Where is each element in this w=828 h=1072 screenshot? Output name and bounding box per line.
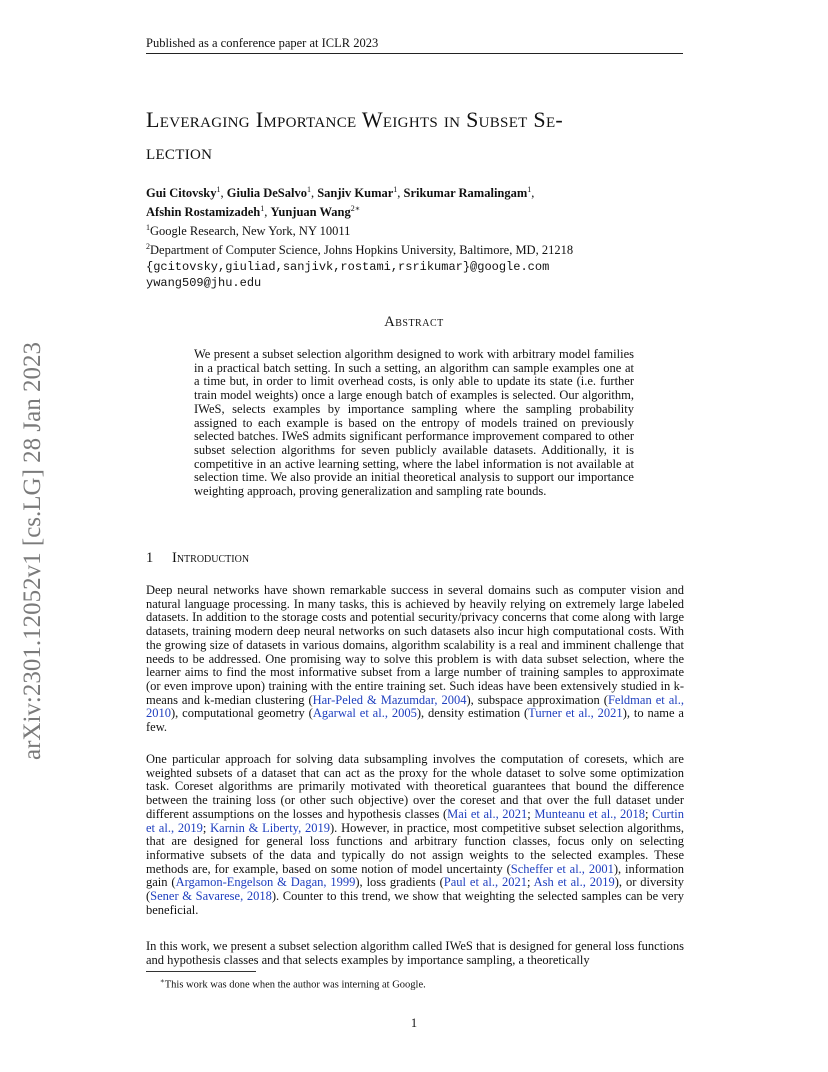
arxiv-stamp	[10, 300, 56, 760]
citation-link[interactable]: Curtin et al., 2019	[146, 806, 684, 835]
section-heading	[146, 550, 249, 567]
arxiv-stamp-text: arXiv:2301.12052v1 [cs.LG] 28 Jan 2023	[19, 342, 46, 760]
citation-link[interactable]: Karnin & Liberty, 2019	[210, 820, 331, 835]
author-affil-mark: 1	[216, 185, 221, 194]
author-affil-mark: 1	[527, 185, 532, 194]
abstract-heading: Abstract	[384, 314, 444, 330]
footnote-rule	[146, 971, 256, 972]
authors-line-2: Afshin Rostamizadeh$^1$, Yunjuan Wang$^{2∗}$	[146, 204, 361, 220]
citation-link[interactable]: Argamon-Engelson & Dagan, 1999	[175, 875, 356, 890]
page-number: 1	[410, 1016, 418, 1030]
author-affil-mark: 1	[306, 185, 311, 194]
citation-link[interactable]: Paul et al., 2021	[443, 875, 527, 890]
citation-link[interactable]: Agarwal et al., 2005	[312, 706, 417, 721]
intro-paragraph-3: In this work, we present a subset selection algorithm called IWeS that is designed for general loss functions and hypothesis classes and that selects examples by importance sampling, a theoretically	[146, 939, 684, 967]
author-affil-mark: 1	[260, 204, 265, 214]
affiliation-2: $^2$Department of Computer Science, Johns Hopkins University, Baltimore, MD, 21218	[146, 242, 574, 258]
citation-link[interactable]: Munteanu et al., 2018	[534, 806, 645, 821]
footnote: ∗This work was done when the author was interning at Google.	[160, 977, 426, 991]
section-number: 1	[146, 550, 154, 566]
author-name: Gui Citovsky	[146, 186, 217, 201]
authors-line-1: Gui Citovsky$^1$, Giulia DeSalvo$^1$, Sanjiv Kumar$^1$, Srikumar Ramalingam$^1$,	[146, 185, 535, 201]
title-line-2: lection	[146, 139, 213, 164]
author-name: Sanjiv Kumar	[317, 186, 394, 201]
citation-link[interactable]: Feldman et al., 2010	[146, 692, 684, 721]
citation-link[interactable]: Sener & Savarese, 2018	[150, 889, 272, 904]
author-affil-mark: 2∗	[350, 204, 361, 214]
email-google: {gcitovsky,giuliad,sanjivk,rostami,rsrikumar}@google.com	[146, 259, 550, 274]
author-name: Giulia DeSalvo	[226, 186, 307, 201]
author-affil-mark: 1	[393, 185, 398, 194]
citation-link[interactable]: Har-Peled & Mazumdar, 2004	[312, 692, 467, 707]
author-block	[146, 182, 686, 291]
citation-link[interactable]: Turner et al., 2021	[528, 706, 623, 721]
email-jhu: ywang509@jhu.edu	[146, 275, 262, 290]
running-head: Published as a conference paper at ICLR 2023	[146, 36, 379, 50]
header-rule	[146, 53, 683, 54]
intro-paragraph-1: Deep neural networks have shown remarkable success in several domains such as computer vision and natural language processing. In many tasks, this is achieved by heavily relying on extremely large labeled datasets. In addition to the storage costs and potential security/privacy concerns that come along with large datasets, training modern deep neural networks on such datasets also incur high computational costs. With the growing size of datasets in various domains, algorithm scalability is a real and imminent challenge that needs to be addressed. One promising way to solve this problem is with data subset selection, where the learner aims to find the most informative subset from a large number of training samples to approximate (or even improve upon) training with the entire training set. Such ideas have been extensively studied in k-means and k-median clustering (Har-Peled & Mazumdar, 2004), subspace approximation (Feldman et al., 2010), computational geometry (Agarwal et al., 2005), density estimation (Turner et al., 2021), to name a few.	[146, 583, 684, 735]
intro-paragraph-2: One particular approach for solving data subsampling involves the computation of coresets, which are weighted subsets of a dataset that can act as the proxy for the whole dataset to solve some optimization task. Coreset algorithms are primarily motivated with theoretical guarantees that bound the difference between the training loss (or other such objective) over the coreset and that over the full dataset under different assumptions on the losses and hypothesis classes (Mai et al., 2021; Munteanu et al., 2018; Curtin et al., 2019; Karnin & Liberty, 2019). However, in practice, most competitive subset selection algorithms, that are designed for general loss functions and arbitrary function classes, focus only on selecting informative subsets of the data and typically do not assign weights to the selected examples. These methods are, for example, based on some notion of model uncertainty (Scheffer et al., 2001), information gain (Argamon-Engelson & Dagan, 1999), loss gradients (Paul et al., 2021; Ash et al., 2019), or diversity (Sener & Savarese, 2018). Counter to this trend, we show that weighting the selected samples can be very beneficial.	[146, 752, 685, 917]
paper-title	[146, 104, 706, 168]
author-name: Yunjuan Wang	[270, 205, 351, 220]
author-name: Afshin Rostamizadeh	[146, 205, 261, 220]
abstract-text: We present a subset selection algorithm designed to work with arbitrary model families in a practical batch setting. In such a setting, an algorithm can sample examples one at a time but, in order to limit overhead costs, is only able to update its state (i.e. further train model weights) once a large enough batch of examples is selected. Our algorithm, IWeS, selects examples by importance sampling where the sampling probability assigned to each example is based on the entropy of models trained on previously selected batches. IWeS admits significant performance improvement compared to other subset selection algorithms for seven publicly available datasets. Additionally, it is competitive in an active learning setting, where the label information is not available at selection time. We also provide an initial theoretical analysis to support our importance weighting approach, proving generalization and sampling rate bounds.	[194, 347, 634, 499]
citation-link[interactable]: Scheffer et al., 2001	[510, 861, 614, 876]
citation-link[interactable]: Ash et al., 2019	[533, 875, 615, 890]
affiliation-1: $^1$Google Research, New York, NY 10011	[146, 223, 351, 239]
title-line-1: Leveraging Importance Weights in Subset Se-	[146, 107, 564, 132]
author-name: Srikumar Ramalingam	[403, 186, 528, 201]
citation-link[interactable]: Mai et al., 2021	[447, 806, 528, 821]
section-title: Introduction	[172, 550, 250, 566]
